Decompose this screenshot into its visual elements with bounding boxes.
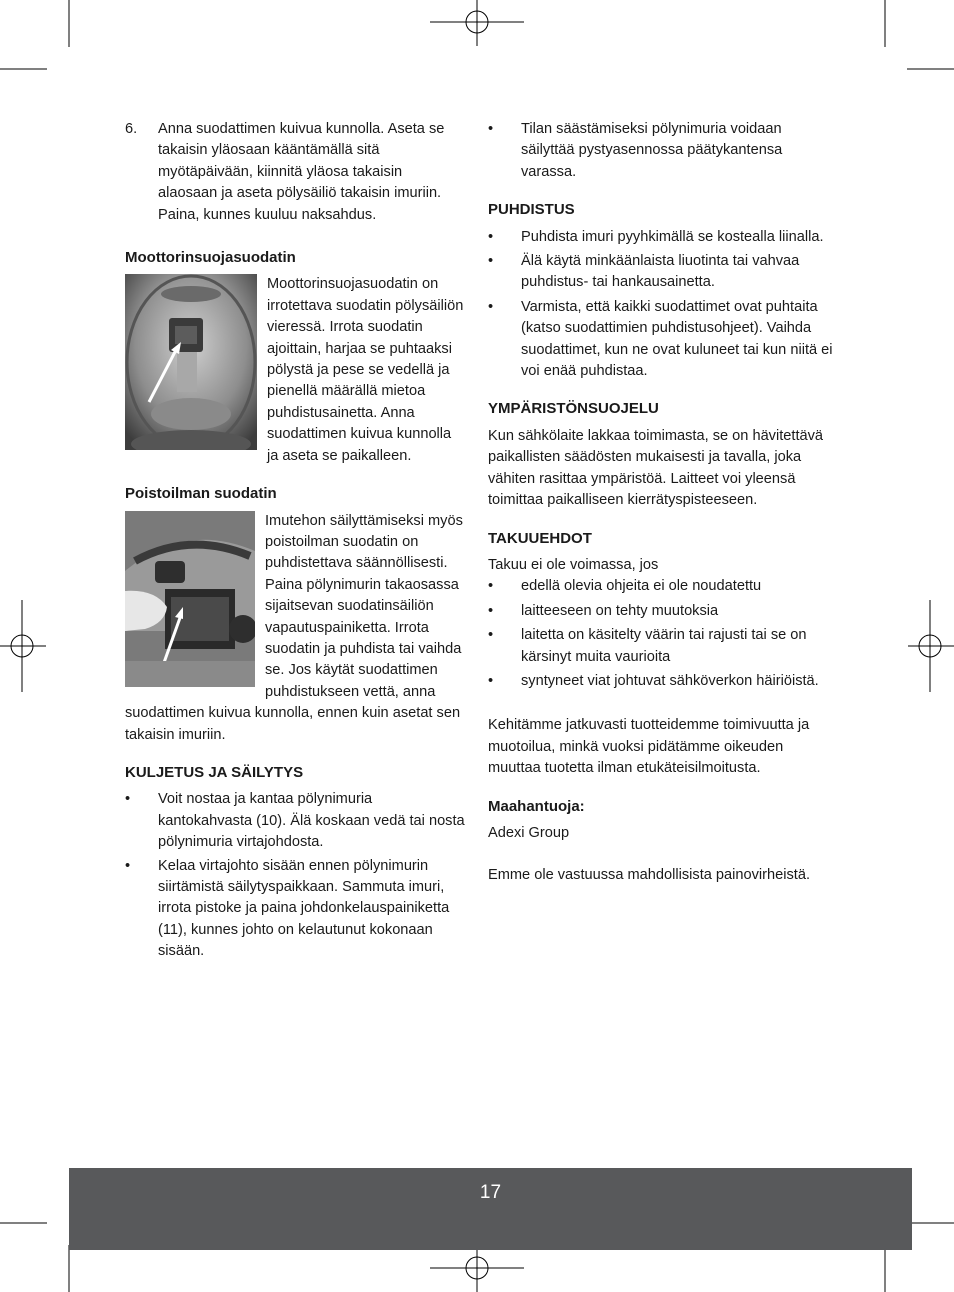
- bullet: •: [488, 578, 494, 595]
- list-item: • Voit nostaa ja kantaa pölynimuria kantokahvasta (10). Älä koskaan vedä tai nosta pölynimuria virtajohdosta.: [125, 791, 465, 851]
- disclaimer: Emme ole vastuussa mahdollisista painovirheistä.: [488, 867, 811, 884]
- list-item: • Älä käytä minkäänlaista liuotinta tai vahvaa puhdistus- tai hankausainetta.: [488, 253, 800, 291]
- step-number: 6.: [125, 121, 138, 137]
- bullet: •: [488, 121, 494, 137]
- bullet: •: [488, 228, 494, 245]
- step-text: Anna suodattimen kuivua kunnolla. Aseta se takaisin yläosaan kääntämällä sitä myötäpäivään, kiinnitä yläosa takaisin alaosaan ja aseta pölysäiliö takaisin imuriin. Paina, kunnes kuuluu naksahdus.: [158, 121, 445, 223]
- storage-list: [488, 119, 833, 183]
- environment-text: Kun sähkölaite lakkaa toimimasta, se on hävitettävä paikallisten säädösten mukaisesti ja tavalla, joka vähiten rasittaa ympäristöä. Laitteet voi yleensä toimittaa paikalliseen kierrätyspisteeseen.: [488, 427, 824, 509]
- motor-filter-heading: Moottorinsuojasuodatin: [125, 249, 296, 267]
- left-column: [125, 119, 465, 963]
- exhaust-filter-photo: [125, 511, 255, 687]
- list-item: • Puhdista imuri pyyhkimällä se kostealla liinalla.: [488, 227, 833, 248]
- right-column: [488, 119, 833, 887]
- cleaning-list: [488, 227, 833, 383]
- transport-list: [125, 789, 465, 962]
- transport-heading: KULJETUS JA SÄILYTYS: [125, 763, 304, 781]
- development-note: Kehitämme jatkuvasti tuotteidemme toimivuutta ja muotoilua, minkä vuoksi pidätämme oikeuden muuttaa tuotetta ilman etukäteisilmoitusta.: [488, 717, 810, 777]
- list-item: • Varmista, että kaikki suodattimet ovat puhtaita (katso suodattimien puhdistusohjeet). Vaihda suodattimet, kun ne ovat kuluneet tai kun niitä ei voi enää puhdistaa.: [488, 298, 833, 380]
- list-item: • Tilan säästämiseksi pölynimuria voidaan säilyttää pystyasennossa päätykantensa varassa.: [488, 121, 783, 180]
- exhaust-filter-heading: Poistoilman suodatin: [125, 485, 277, 503]
- bullet: •: [488, 298, 494, 315]
- importer-heading: Maahantuoja:: [488, 797, 585, 815]
- warranty-list: [488, 576, 833, 692]
- page-number: 17: [479, 1182, 502, 1203]
- list-item: • syntyneet viat johtuvat sähköverkon häiriöistä.: [488, 671, 833, 692]
- cleaning-heading: PUHDISTUS: [488, 201, 575, 219]
- list-item: • Kelaa virtajohto sisään ennen pölynimurin siirtämistä säilytyspaikkaan. Sammuta imuri, irrota pistoke ja paina johdonkelauspainiketta (11), kunnes johto on kelautunut kokonaan sisään.: [125, 857, 450, 960]
- exhaust-filter-text: Imutehon säilyttämiseksi myös poistoilman suodatin on puhdistettava säännöllisesti. Paina pölynimurin takaosassa sijaitsevan suodatinsäiliön vapautuspainiketta. Irrota suodatin ja puhdista tai vaihda se. Jos käytät suodattimen puhdistukseen vettä, anna suodattimen kuivua kunnolla, ennen kuin asetat sen takaisin imuriin.: [125, 512, 463, 743]
- importer-name: Adexi Group: [488, 824, 570, 841]
- step-6: [125, 119, 465, 226]
- warranty-heading: TAKUUEHDOT: [488, 529, 592, 547]
- motor-filter-photo: [125, 274, 257, 450]
- motor-filter-text: Moottorinsuojasuodatin on irrotettava suodatin pölysäiliön vieressä. Irrota suodatin ajoittain, harjaa se puhtaaksi pölystä ja pese se vedellä ja pienellä määrällä mietoa puhdistusainetta. Anna suodattimen kuivua kunnolla ja aseta se paikalleen.: [267, 276, 464, 464]
- bullet: •: [488, 253, 494, 270]
- exhaust-filter-section: [125, 511, 465, 746]
- footer-bar: [69, 1168, 912, 1250]
- bullet: •: [488, 602, 494, 619]
- bullet: •: [488, 627, 494, 644]
- environment-heading: YMPÄRISTÖNSUOJELU: [488, 400, 659, 418]
- bullet: •: [488, 672, 494, 689]
- list-item: • edellä olevia ohjeita ei ole noudatettu: [488, 576, 833, 597]
- bullet: •: [125, 791, 131, 808]
- bullet: •: [125, 857, 131, 874]
- list-item: • laitteeseen on tehty muutoksia: [488, 601, 833, 622]
- list-item: • laitetta on käsitelty väärin tai rajusti tai se on kärsinyt muita vaurioita: [488, 627, 807, 665]
- warranty-intro: Takuu ei ole voimassa, jos: [488, 556, 659, 573]
- motor-filter-section: [125, 274, 465, 467]
